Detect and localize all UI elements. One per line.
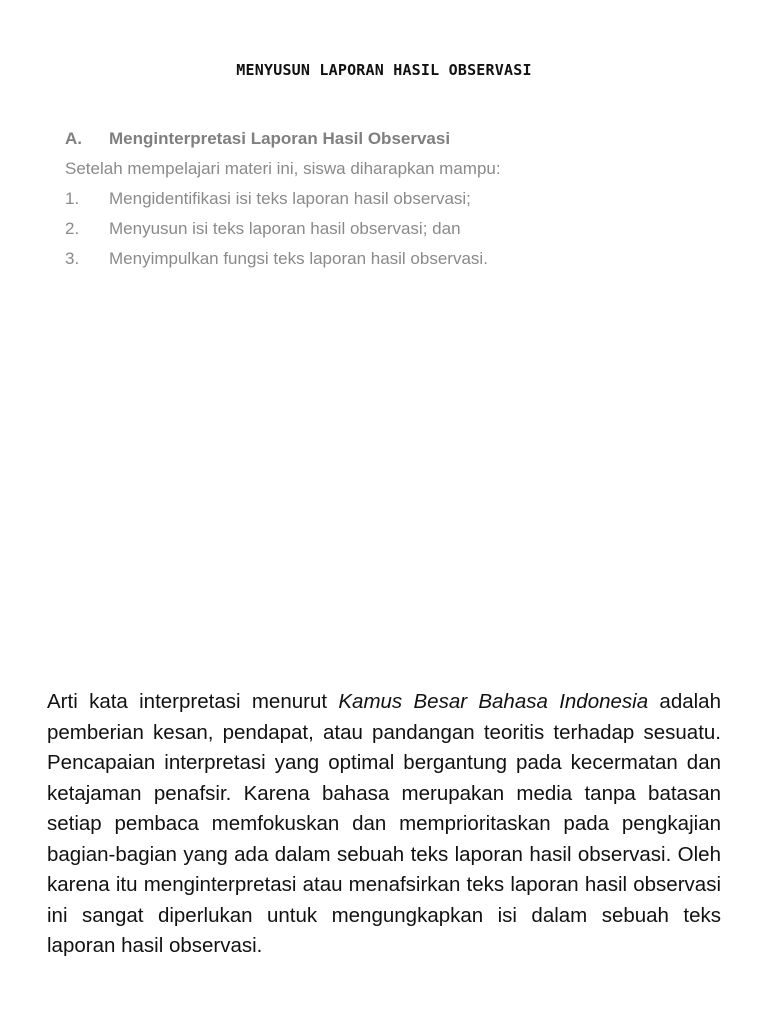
- dictionary-name: Kamus Besar Bahasa Indonesia: [338, 690, 649, 713]
- objective-text: Menyimpulkan fungsi teks laporan hasil observasi.: [109, 249, 488, 268]
- objective-number: 3.: [65, 249, 80, 268]
- objective-item: [65, 184, 685, 214]
- paragraph-text-start: Arti kata interpretasi menurut: [47, 690, 339, 713]
- section-letter: A.: [65, 129, 82, 148]
- objective-number: 2.: [65, 219, 80, 238]
- objective-item: [65, 214, 685, 244]
- document-title: MENYUSUN LAPORAN HASIL OBSERVASI: [236, 61, 532, 79]
- learning-objectives-section: [65, 124, 685, 274]
- objective-number: 1.: [65, 189, 80, 208]
- paragraph-text-rest: adalah pemberian kesan, pendapat, atau pandangan teoritis terhadap sesuatu. Pencapaian interpretasi yang optimal bergantung pada kecermatan dan ketajaman penafsir. Karena bahasa merupakan media tanpa batasan setiap pembaca memfokuskan dan memprioritaskan pada pengkajian bagian-bagian yang ada dalam sebuah teks laporan hasil observasi. Oleh karena itu menginterpretasi atau menafsirkan teks laporan hasil observasi ini sangat diperlukan untuk mengungkapkan isi dalam sebuah teks laporan hasil observasi.: [47, 690, 721, 957]
- interpretation-paragraph: [47, 687, 721, 962]
- section-heading: Menginterpretasi Laporan Hasil Observasi: [109, 129, 451, 148]
- objectives-intro: Setelah mempelajari materi ini, siswa diharapkan mampu:: [65, 159, 501, 178]
- section-heading-row: [65, 124, 685, 154]
- objective-item: [65, 244, 685, 274]
- objective-text: Mengidentifikasi isi teks laporan hasil observasi;: [109, 189, 471, 208]
- objective-text: Menyusun isi teks laporan hasil observasi; dan: [109, 219, 461, 238]
